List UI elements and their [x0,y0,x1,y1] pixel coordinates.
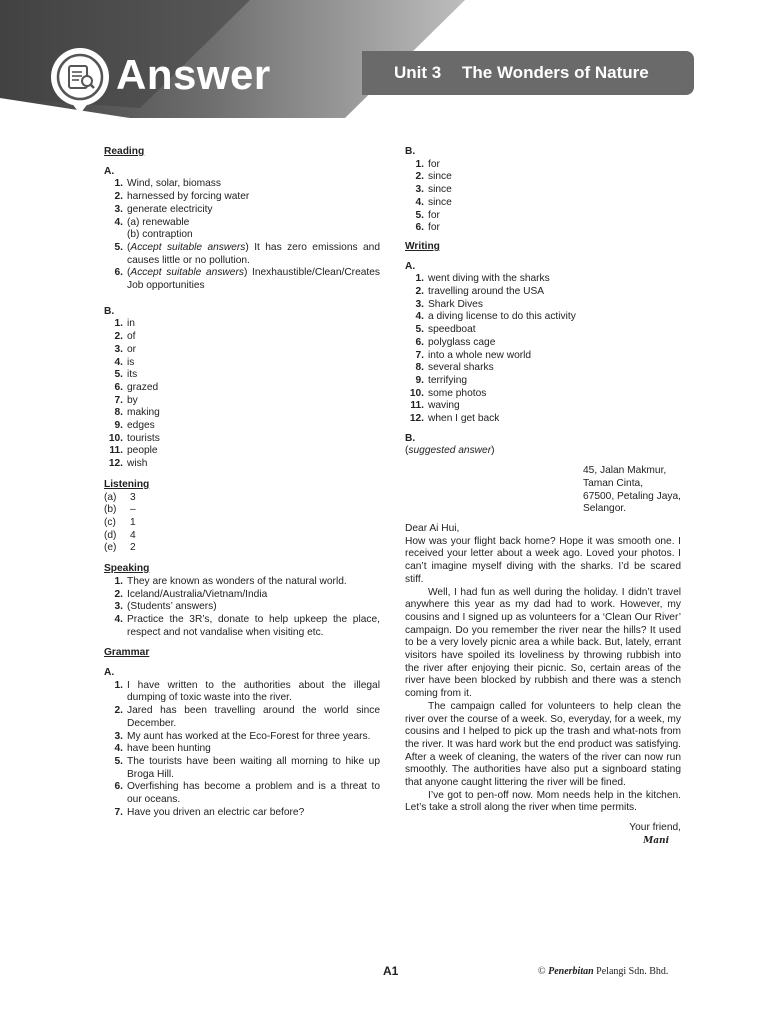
reading-a-label: A. [104,165,115,177]
item-text: 4 [130,529,136,541]
item-text: speedboat [428,324,476,336]
item-number: 5. [114,755,123,767]
item-number: 1. [114,178,123,190]
item-text: polyglass cage [428,336,496,348]
item-text: is [127,356,135,368]
item-text: have been hunting [127,743,211,755]
list-item [104,589,380,602]
item-number: 9. [415,374,424,386]
left-column [104,146,380,819]
item-number: 6. [415,222,424,234]
list-item [405,388,681,401]
letter-address: 45, Jalan Makmur, Taman Cinta, 67500, Petaling Jaya, Selangor. [583,465,681,515]
item-number: 11. [109,445,123,457]
item-text: 1 [130,516,136,528]
item-number: 3. [114,343,123,355]
item-number: 6. [114,781,123,793]
list-item [104,178,380,191]
item-text: when I get back [428,413,500,425]
letter-signature: Mani [643,835,669,846]
list-item [104,781,380,806]
grammar-a-list [104,680,380,820]
list-item [405,159,681,172]
list-item [405,222,681,235]
copyright-notice: © Penerbitan Pelangi Sdn. Bhd. [538,966,669,977]
speaking-list [104,576,380,640]
writing-a-list [405,273,681,425]
item-number: 7. [114,806,123,818]
item-number: 1. [415,158,424,170]
list-item [104,445,380,458]
writing-b-label: B. [405,432,416,444]
item-text: grazed [127,381,159,393]
page-title: Answer [116,51,271,98]
item-text: Iceland/Australia/Vietnam/India [127,588,268,600]
list-item: 4. (a) renewable [114,216,190,228]
list-item [104,530,380,543]
item-text: since [428,196,452,208]
list-item [104,407,380,420]
item-text: generate electricity [127,203,213,215]
item-text: its [127,369,138,381]
item-text: The tourists have been waiting all morning to hike up Broga Hill. [127,755,380,780]
list-item [104,601,380,614]
list-item [104,458,380,471]
item-number: 7. [114,394,123,406]
item-number: 4. [415,196,424,208]
list-item [104,331,380,344]
item-number: 12. [409,413,424,425]
writing-a-label: A. [405,260,416,272]
item-text: of [127,331,136,343]
item-number: 2. [114,191,123,203]
item-number: 2. [415,171,424,183]
item-text: since [428,184,452,196]
item-text: 3 [130,491,136,503]
item-number: 2. [114,331,123,343]
list-item [104,504,380,517]
list-item [405,337,681,350]
item-text: making [127,407,160,419]
suggested-answer-note: (suggested answer) [405,445,495,457]
list-item [405,197,681,210]
item-text: wish [127,458,148,470]
item-text: harnessed by forcing water [127,191,250,203]
list-item: (b) contraption [127,229,193,241]
item-number: 1. [114,575,123,587]
list-item [104,369,380,382]
item-text: – [130,504,136,516]
item-text: for [428,158,440,170]
list-item [104,542,380,555]
item-text: since [428,171,452,183]
list-item [405,350,681,363]
item-text: Shark Dives [428,298,483,310]
letter-paragraph: The campaign called for volunteers to help clean the river over the course of a week. So, everyday, for a week, my cousins and I helped to pick up the trash and what-nots from the river. It was hard work but the end product was satisfying. After a week of cleaning, the waters of the river can now run smoothly. The authorities have also put a signboard stating that anyone caught littering the river will be fined. [405,700,681,789]
item-text: tourists [127,432,160,444]
list-item [104,382,380,395]
answer-badge-icon [49,46,111,116]
list-item [104,420,380,433]
item-text: for [428,209,440,221]
list-item [104,705,380,730]
item-text: a diving license to do this activity [428,311,576,323]
item-number: 1. [114,679,123,691]
list-item [405,210,681,223]
list-item [405,171,681,184]
list-item [405,299,681,312]
letter-paragraph: How was your flight back home? Hope it was smooth one. I received your letter about a week ago. Loved your photos. I can’t imagine myself diving with the sharks. I’d be scared stiff. [405,535,681,585]
item-text: My aunt has worked at the Eco-Forest for three years. [127,730,371,742]
item-number: 3. [114,601,123,613]
item-number: 7. [415,349,424,361]
item-text: travelling around the USA [428,286,545,298]
list-item [405,362,681,375]
reading-heading: Reading [104,146,145,157]
reading-b-label: B. [104,305,115,317]
item-number: 3. [415,298,424,310]
item-number: 4. [114,743,123,755]
item-number: (c) [104,516,116,528]
item-number: 3. [114,730,123,742]
letter-paragraph: I’ve got to pen-off now. Mom needs help in the kitchen. Let’s take a stroll along the river when time permits. [405,789,681,814]
list-item [104,357,380,370]
item-text: terrifying [428,374,468,386]
item-number: 4. [114,356,123,368]
item-number: (a) [104,491,117,503]
item-number: 1. [415,273,424,285]
item-number: 6. [114,381,123,393]
listening-heading: Listening [104,478,150,490]
right-column [405,146,681,848]
grammar-a-label: A. [104,667,115,679]
list-item [104,743,380,756]
item-text: for [428,222,440,234]
item-number: 5. [415,209,424,221]
item-text: people [127,445,158,457]
item-number: 6. [415,336,424,348]
header-banner [0,0,768,130]
item-text: edges [127,420,155,432]
list-item [405,286,681,299]
list-item [405,375,681,388]
writing-heading: Writing [405,240,440,252]
item-number: 10. [108,432,123,444]
listening-list [104,492,380,556]
list-item [104,191,380,204]
item-text: Wind, solar, biomass [127,178,221,190]
list-item [104,492,380,505]
list-item [104,395,380,408]
item-number: (b) [104,504,117,516]
list-item [405,324,681,337]
list-item [104,433,380,446]
list-item: 5. (Accept suitable answers) It has zero emissions and causes little or no pollution. [114,241,380,266]
list-item [104,344,380,357]
speaking-heading: Speaking [104,563,150,575]
list-item [104,318,380,331]
item-number: 9. [114,420,123,432]
item-number: 2. [114,705,123,717]
list-item [104,576,380,589]
list-item [104,756,380,781]
item-number: 1. [114,318,123,330]
item-text: 2 [130,542,136,554]
item-number: (e) [104,542,117,554]
item-text: some photos [428,387,487,399]
grammar-heading: Grammar [104,647,150,659]
item-number: 11. [410,400,424,412]
item-text: They are known as wonders of the natural world. [127,575,347,587]
item-number: (d) [104,529,117,541]
item-number: 2. [114,588,123,600]
item-number: 10. [409,387,424,399]
list-item [104,204,380,217]
reading-a-list [104,178,380,216]
letter-closing: Your friend, [629,822,681,834]
list-item [405,311,681,324]
list-item [405,184,681,197]
item-number: 3. [114,203,123,215]
item-number: 2. [415,286,424,298]
item-text: I have written to the authorities about the illegal dumping of toxic waste into the river. [127,679,380,704]
list-item [104,517,380,530]
grammar-b-label: B. [405,146,416,157]
item-number: 8. [415,362,424,374]
item-number: 4. [415,311,424,323]
letter-paragraph: Well, I had fun as well during the holiday. I didn’t travel anywhere this year as my dad had to work. However, my cousins and I signed up as volunteers for a ‘Clean Our River’ campaign. Do you remember the river near the hills? It used to be a very lovely picnic area a while back. But, lately, errant visitors have spoiled its loveliness by throwing rubbish into the river after enjoying their picnic. So, certain areas of the river have been blocked by rubbish and there was a stench coming from it. [405,586,681,700]
list-item [104,614,380,639]
item-number: 4. [114,613,123,625]
item-text: went diving with the sharks [428,273,550,285]
unit-title: The Wonders of Nature [462,63,649,82]
list-item [405,413,681,426]
grammar-b-list [405,159,681,235]
item-text: Jared has been travelling around the world since December. [127,705,380,729]
item-text: or [127,343,137,355]
item-text: waving [428,400,460,412]
list-item [104,807,380,820]
item-text: by [127,394,138,406]
item-number: 5. [114,369,123,381]
reading-b-list [104,318,380,470]
item-number: 8. [114,407,123,419]
list-item [104,680,380,705]
item-text: into a whole new world [428,349,532,361]
unit-banner [362,51,694,95]
item-number: 3. [415,184,424,196]
item-text: (Students’ answers) [127,601,217,613]
item-text: several sharks [428,362,494,374]
list-item: 6. (Accept suitable answers) Inexhaustible/Clean/Creates Job opportunities [114,267,380,292]
item-number: 5. [415,324,424,336]
unit-label: Unit 3 [394,63,442,82]
item-text: Practice the 3R’s, donate to help upkeep the place, respect and not vandalise when visiting etc. [127,613,380,638]
list-item [104,731,380,744]
item-text: Overfishing has become a problem and is a threat to our oceans. [127,781,380,806]
list-item [405,400,681,413]
item-text: in [127,318,135,330]
page-number: A1 [383,964,399,978]
item-text: Have you driven an electric car before? [127,806,305,818]
item-number: 12. [108,458,123,470]
letter-greeting: Dear Ai Hui, [405,522,460,534]
list-item [405,273,681,286]
